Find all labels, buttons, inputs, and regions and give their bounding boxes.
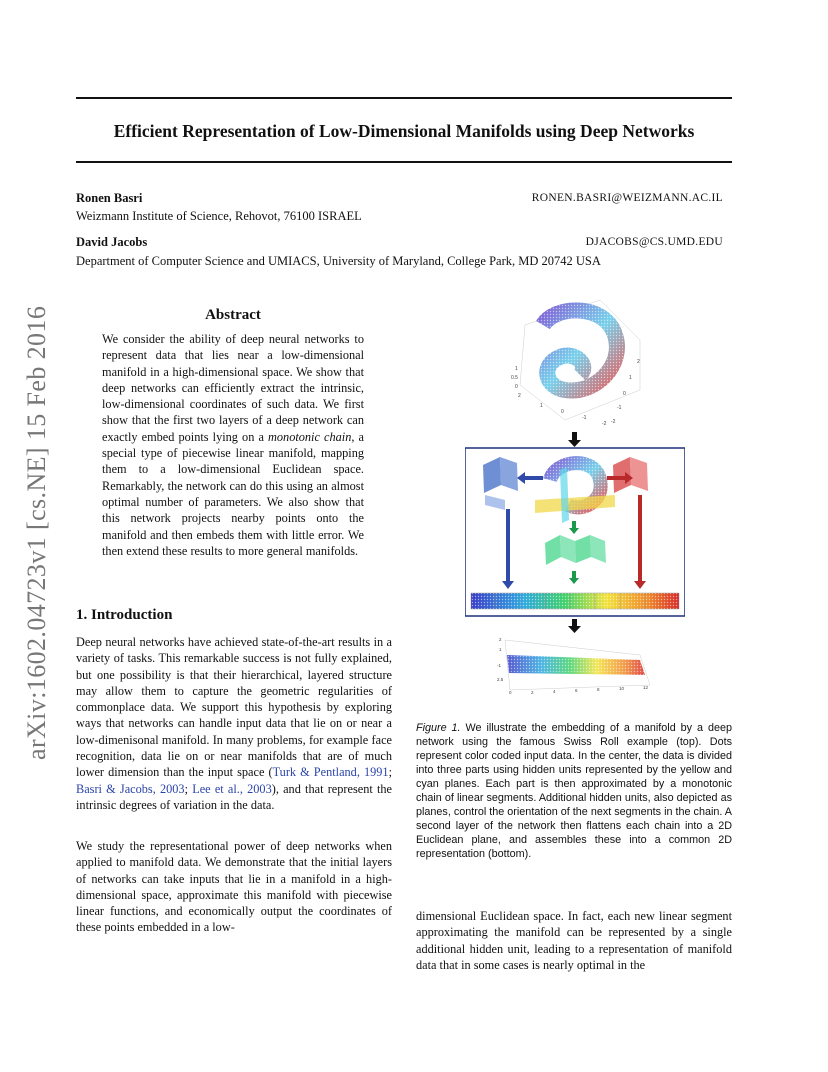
top-tick-bottom-1: 1 — [540, 403, 543, 409]
bottom-tick-y-2: 1 — [499, 647, 502, 652]
green-arrow-down-icon-2 — [569, 571, 579, 584]
author-name-2: David Jacobs — [76, 235, 148, 249]
bottom-tick-x-4: 6 — [575, 688, 578, 693]
top-tick-left-1: 1 — [515, 366, 518, 372]
bottom-tick-y-1: 2 — [499, 637, 502, 642]
middle-diagram-box — [465, 448, 685, 616]
swiss-roll-plot-top — [511, 300, 640, 427]
bottom-tick-x-7: 12 — [643, 685, 649, 690]
top-tick-right-4: -1 — [617, 405, 622, 411]
figure-1-illustration — [465, 295, 685, 700]
top-tick-right-5: -2 — [611, 419, 616, 425]
author-affiliation-1: Weizmann Institute of Science, Rehovot, 76100 ISRAEL — [76, 209, 362, 223]
intro-paragraph-2: We study the representational power of deep networks when applied to manifold data. We demonstrate that the initial layers of networks can take inputs that lie in a manifold in a high-dimensional space, approximate this manifold with piecewise linear functions, and economically output the coordinates of these points embedded in a low- — [76, 839, 392, 935]
bottom-tick-y-3: -1 — [497, 663, 502, 668]
arrow-down-icon — [568, 432, 581, 447]
top-tick-right-3: 0 — [623, 391, 626, 397]
author-email-1[interactable]: RONEN.BASRI@WEIZMANN.AC.IL — [531, 192, 723, 204]
bottom-tick-x-1: 0 — [509, 690, 512, 695]
top-tick-left-2: 0.5 — [511, 375, 518, 381]
blue-long-arrow-icon — [502, 509, 514, 589]
figure-1-caption: Figure 1. We illustrate the embedding of a manifold by a deep network using the famous Swiss Roll example (top). Dots represent color coded input data. In the center, the data is divided into three parts using hidden units represented by the yellow and cyan planes. Each part is then approximated by a monotonic chain of linear segments. Additional hidden units, also depicted as planes, control the orientation of the next segments in the chain. A second layer of the network then flattens each chain into a 2D Euclidean plane, and assembles these into a common 2D representation (bottom). — [416, 722, 732, 860]
top-tick-bottom-3: -1 — [582, 415, 587, 421]
abstract-text: We consider the ability of deep neural networks to represent data that lies near a low-dimensional manifold in a high-dimensional space. We show that deep networks can efficiently extract the intrinsic, low-dimensional coordinates of such data. We first show that the first two layers of a deep network can exactly embed points lying on a monotonic chain, a special type of piecewise linear manifold, mapping them to a low-dimensional Euclidean space. Remarkably, the network can do this using an almost optimal number of parameters. We also show that this network projects nearby points onto the manifold and then embeds them with little error. We then extend these results to more general manifolds. — [102, 332, 364, 558]
bottom-tick-x-2: 2 — [531, 690, 534, 695]
flattened-plot-bottom — [497, 637, 650, 695]
section-heading-introduction: 1. Introduction — [76, 607, 173, 623]
arxiv-stamp: arXiv:1602.04723v1 [cs.NE] 15 Feb 2016 — [22, 305, 51, 760]
citation-link-3[interactable]: Lee et al., 2003 — [192, 781, 272, 796]
bottom-tick-x-3: 4 — [553, 689, 556, 694]
top-tick-right-1: 2 — [637, 359, 640, 365]
top-tick-right-2: 1 — [629, 375, 632, 381]
top-tick-left-4: 2 — [518, 393, 521, 399]
bottom-tick-y-4: 2.5 — [497, 677, 504, 682]
right-column-text: dimensional Euclidean space. In fact, each new linear segment approximating the manifold can be represented by a single additional hidden unit, leading to a representation of manifold data that in some cases is nearly optimal in the — [416, 909, 732, 972]
top-tick-bottom-4: -2 — [602, 421, 607, 427]
top-rule — [76, 97, 732, 99]
abstract-heading: Abstract — [205, 307, 261, 323]
citation-link-2[interactable]: Basri & Jacobs, 2003 — [76, 781, 185, 796]
top-tick-bottom-2: 0 — [561, 409, 564, 415]
author-email-2[interactable]: DJACOBS@CS.UMD.EDU — [585, 236, 723, 248]
green-arrow-down-icon — [569, 521, 579, 534]
red-long-arrow-icon — [634, 495, 646, 589]
arrow-down-icon-2 — [568, 619, 581, 633]
arrow-left-icon — [517, 472, 543, 484]
top-tick-left-3: 0 — [515, 384, 518, 390]
bottom-tick-x-6: 10 — [619, 686, 625, 691]
abstract-emphasis: monotonic chain — [268, 429, 352, 444]
bottom-tick-x-5: 8 — [597, 687, 600, 692]
paper-title: Efficient Representation of Low-Dimensional Manifolds using Deep Networks — [113, 121, 695, 141]
author-name-1: Ronen Basri — [76, 191, 143, 205]
figure-caption-label: Figure 1. — [416, 722, 461, 734]
citation-link-1[interactable]: Turk & Pentland, 1991 — [272, 765, 389, 780]
author-affiliation-2: Department of Computer Science and UMIACS, University of Maryland, College Park, MD 20742 USA — [76, 254, 601, 268]
intro-paragraph-1: Deep neural networks have achieved state-of-the-art results in a variety of tasks. This remarkable success is not fully explained, but one possibility is that their hierarchical, layered structure may allow them to capture the geometric regularities of commonplace data. We support this hypothesis by exploring ways that networks can handle input data that lie on or near a low-dimenisonal manifold. In many problems, for example face recognition, data lie on or near manifolds that are of much lower dimension than the input space (Turk & Pentland, 1991; Basri & Jacobs, 2003; Lee et al., 2003), and that represent the intrinsic degrees of variation in the data. — [76, 635, 392, 812]
title-bottom-rule — [76, 161, 732, 163]
